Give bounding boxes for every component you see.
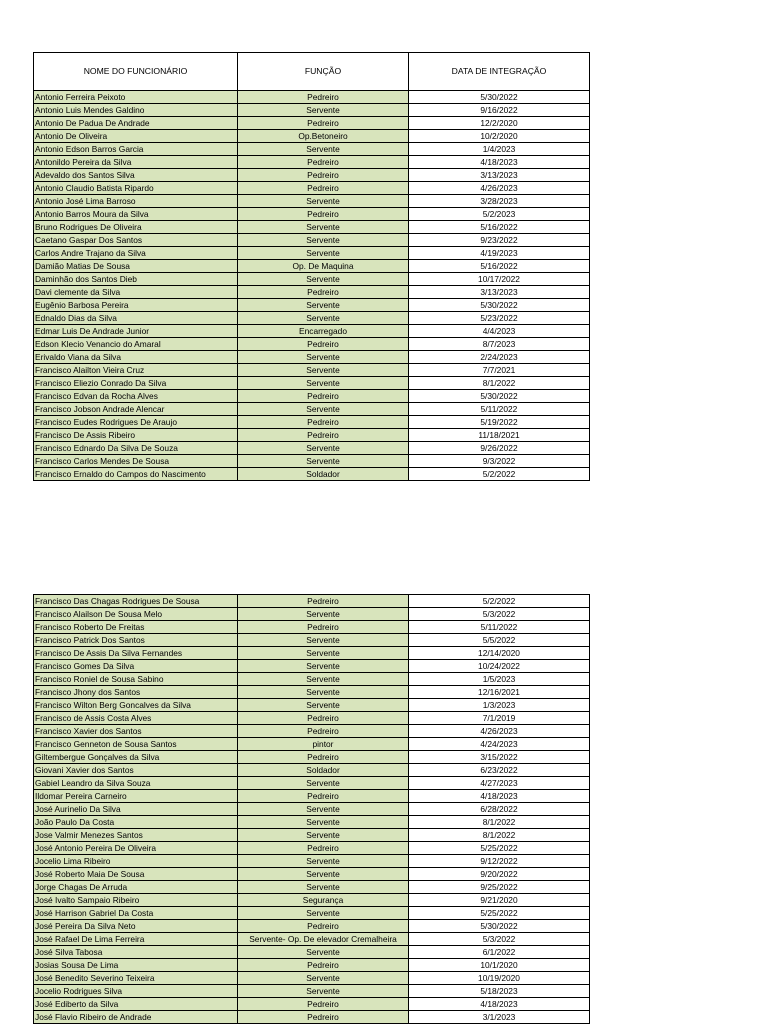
employee-role-cell: Servente — [238, 803, 409, 816]
employee-role-cell: Servente — [238, 777, 409, 790]
employee-name-cell: José Ivalto Sampaio Ribeiro — [34, 894, 238, 907]
table-row — [34, 725, 590, 738]
integration-date-cell: 6/23/2022 — [409, 764, 590, 777]
employee-name-cell: Francisco Das Chagas Rodrigues De Sousa — [34, 595, 238, 608]
employee-role-cell: Pedreiro — [238, 169, 409, 182]
integration-date-cell: 4/24/2023 — [409, 738, 590, 751]
table-row — [34, 156, 590, 169]
employee-name-cell: Adevaldo dos Santos Silva — [34, 169, 238, 182]
employee-role-cell: Servente — [238, 972, 409, 985]
table-row — [34, 312, 590, 325]
integration-date-cell: 8/1/2022 — [409, 816, 590, 829]
employee-name-cell: Francisco Roberto De Freitas — [34, 621, 238, 634]
employee-role-cell: Pedreiro — [238, 959, 409, 972]
employee-role-cell: Servente — [238, 299, 409, 312]
table-row — [34, 182, 590, 195]
employee-role-cell: Segurança — [238, 894, 409, 907]
employee-name-cell: Antonio Claudio Batista Ripardo — [34, 182, 238, 195]
employee-name-cell: Caetano Gaspar Dos Santos — [34, 234, 238, 247]
integration-date-cell: 3/13/2023 — [409, 286, 590, 299]
table-row — [34, 777, 590, 790]
integration-date-cell: 4/18/2023 — [409, 156, 590, 169]
table-row — [34, 117, 590, 130]
employee-name-cell: José Roberto Maia De Sousa — [34, 868, 238, 881]
employee-name-cell: Francisco Jobson Andrade Alencar — [34, 403, 238, 416]
integration-date-cell: 8/1/2022 — [409, 377, 590, 390]
integration-date-cell: 5/25/2022 — [409, 842, 590, 855]
table-row — [34, 764, 590, 777]
employee-name-cell: Antonio Barros Moura da Silva — [34, 208, 238, 221]
integration-date-cell: 8/1/2022 — [409, 829, 590, 842]
integration-date-cell: 5/3/2022 — [409, 933, 590, 946]
table-row — [34, 325, 590, 338]
integration-date-cell: 6/28/2022 — [409, 803, 590, 816]
employee-role-cell: Pedreiro — [238, 286, 409, 299]
employee-name-cell: José Benedito Severino Teixeira — [34, 972, 238, 985]
integration-date-cell: 5/3/2022 — [409, 608, 590, 621]
table-row — [34, 130, 590, 143]
employee-role-cell: Servente — [238, 985, 409, 998]
employee-name-cell: João Paulo Da Costa — [34, 816, 238, 829]
employee-name-cell: Antonio José Lima Barroso — [34, 195, 238, 208]
employee-table-bottom — [33, 594, 590, 1024]
table-row — [34, 455, 590, 468]
table-row — [34, 608, 590, 621]
employee-role-cell: Servente — [238, 273, 409, 286]
employee-role-cell: Servente — [238, 673, 409, 686]
employee-role-cell: Pedreiro — [238, 338, 409, 351]
employee-name-cell: Antonio Edson Barros Garcia — [34, 143, 238, 156]
employee-name-cell: Francisco Gomes Da Silva — [34, 660, 238, 673]
integration-date-cell: 8/7/2023 — [409, 338, 590, 351]
integration-date-cell: 4/27/2023 — [409, 777, 590, 790]
employee-role-cell: Servente — [238, 907, 409, 920]
integration-date-cell: 9/20/2022 — [409, 868, 590, 881]
employee-role-cell: Servente — [238, 608, 409, 621]
employee-role-cell: Pedreiro — [238, 920, 409, 933]
integration-date-cell: 4/26/2023 — [409, 725, 590, 738]
employee-name-cell: José Silva Tabosa — [34, 946, 238, 959]
employee-role-cell: Servente — [238, 699, 409, 712]
employee-role-cell: Pedreiro — [238, 751, 409, 764]
integration-date-cell: 5/2/2023 — [409, 208, 590, 221]
employee-role-cell: Pedreiro — [238, 117, 409, 130]
employee-name-cell: Erivaldo Viana da Silva — [34, 351, 238, 364]
table-row — [34, 803, 590, 816]
integration-date-cell: 9/21/2020 — [409, 894, 590, 907]
employee-name-cell: Francisco Jhony dos Santos — [34, 686, 238, 699]
integration-date-cell: 9/23/2022 — [409, 234, 590, 247]
employee-name-cell: Francisco De Assis Da Silva Fernandes — [34, 647, 238, 660]
employee-role-cell: Soldador — [238, 764, 409, 777]
employee-name-cell: Jorge Chagas De Arruda — [34, 881, 238, 894]
table-row — [34, 699, 590, 712]
integration-date-cell: 10/24/2022 — [409, 660, 590, 673]
employee-role-cell: Servente — [238, 364, 409, 377]
integration-date-cell: 5/30/2022 — [409, 91, 590, 104]
employee-name-cell: Francisco Roniel de Sousa Sabino — [34, 673, 238, 686]
employee-name-cell: Edmar Luis De Andrade Junior — [34, 325, 238, 338]
header-name: NOME DO FUNCIONÁRIO — [34, 53, 238, 91]
table-row — [34, 621, 590, 634]
integration-date-cell: 5/25/2022 — [409, 907, 590, 920]
table-row — [34, 842, 590, 855]
employee-role-cell: Servente — [238, 403, 409, 416]
table-row — [34, 933, 590, 946]
employee-role-cell: Pedreiro — [238, 998, 409, 1011]
integration-date-cell: 1/5/2023 — [409, 673, 590, 686]
table-row — [34, 920, 590, 933]
employee-role-cell: Servente — [238, 143, 409, 156]
integration-date-cell: 5/16/2022 — [409, 221, 590, 234]
employee-role-cell: Servente- Op. De elevador Cremalheira — [238, 933, 409, 946]
integration-date-cell: 12/14/2020 — [409, 647, 590, 660]
integration-date-cell: 7/7/2021 — [409, 364, 590, 377]
employee-name-cell: Damião Matias De Sousa — [34, 260, 238, 273]
table-row — [34, 907, 590, 920]
table-row — [34, 442, 590, 455]
employee-name-cell: Francisco de Assis Costa Alves — [34, 712, 238, 725]
integration-date-cell: 11/18/2021 — [409, 429, 590, 442]
integration-date-cell: 3/15/2022 — [409, 751, 590, 764]
employee-role-cell: Pedreiro — [238, 621, 409, 634]
employee-name-cell: José Rafael De Lima Ferreira — [34, 933, 238, 946]
employee-role-cell: Soldador — [238, 468, 409, 481]
table-row — [34, 972, 590, 985]
integration-date-cell: 5/18/2023 — [409, 985, 590, 998]
header-row — [34, 53, 590, 91]
employee-name-cell: Antonio Luis Mendes Galdino — [34, 104, 238, 117]
integration-date-cell: 5/23/2022 — [409, 312, 590, 325]
table-row — [34, 998, 590, 1011]
employee-role-cell: Servente — [238, 881, 409, 894]
employee-name-cell: Francisco Carlos Mendes De Sousa — [34, 455, 238, 468]
employee-role-cell: Servente — [238, 634, 409, 647]
employee-name-cell: José Pereira Da Silva Neto — [34, 920, 238, 933]
integration-date-cell: 4/19/2023 — [409, 247, 590, 260]
table-row — [34, 712, 590, 725]
integration-date-cell: 5/30/2022 — [409, 920, 590, 933]
table-row — [34, 468, 590, 481]
employee-role-cell: Pedreiro — [238, 595, 409, 608]
employee-name-cell: Jocelio Rodrigues Silva — [34, 985, 238, 998]
employee-role-cell: Op. De Maquina — [238, 260, 409, 273]
employee-name-cell: Carlos Andre Trajano da Silva — [34, 247, 238, 260]
employee-name-cell: José Aurinelio Da Silva — [34, 803, 238, 816]
employee-role-cell: Servente — [238, 234, 409, 247]
integration-date-cell: 3/1/2023 — [409, 1011, 590, 1024]
employee-name-cell: Francisco Alailson De Sousa Melo — [34, 608, 238, 621]
integration-date-cell: 1/3/2023 — [409, 699, 590, 712]
table-row — [34, 634, 590, 647]
integration-date-cell: 7/1/2019 — [409, 712, 590, 725]
employee-role-cell: Servente — [238, 868, 409, 881]
employee-role-cell: Servente — [238, 247, 409, 260]
integration-date-cell: 3/28/2023 — [409, 195, 590, 208]
table-row — [34, 299, 590, 312]
table-row — [34, 868, 590, 881]
employee-name-cell: Antonio Ferreira Peixoto — [34, 91, 238, 104]
employee-role-cell: Pedreiro — [238, 91, 409, 104]
employee-name-cell: Ednaldo Dias da Silva — [34, 312, 238, 325]
integration-date-cell: 4/4/2023 — [409, 325, 590, 338]
employee-name-cell: Gabiel Leandro da Silva Souza — [34, 777, 238, 790]
employee-role-cell: Pedreiro — [238, 429, 409, 442]
integration-date-cell: 5/2/2022 — [409, 595, 590, 608]
table-row — [34, 351, 590, 364]
table-row — [34, 416, 590, 429]
employee-name-cell: Daminhão dos Santos Dieb — [34, 273, 238, 286]
header-date: DATA DE INTEGRAÇÃO — [409, 53, 590, 91]
employee-name-cell: Bruno Rodrigues De Oliveira — [34, 221, 238, 234]
integration-date-cell: 5/30/2022 — [409, 299, 590, 312]
table-row — [34, 959, 590, 972]
table-row — [34, 403, 590, 416]
employee-role-cell: Servente — [238, 351, 409, 364]
integration-date-cell: 10/2/2020 — [409, 130, 590, 143]
integration-date-cell: 12/2/2020 — [409, 117, 590, 130]
integration-date-cell: 4/26/2023 — [409, 182, 590, 195]
employee-name-cell: Francisco Ernaldo do Campos do Nascimento — [34, 468, 238, 481]
employee-role-cell: Servente — [238, 442, 409, 455]
integration-date-cell: 9/16/2022 — [409, 104, 590, 117]
integration-date-cell: 5/11/2022 — [409, 621, 590, 634]
integration-date-cell: 5/30/2022 — [409, 390, 590, 403]
employee-name-cell: Josias Sousa De Lima — [34, 959, 238, 972]
table-row — [34, 751, 590, 764]
employee-name-cell: Francisco De Assis Ribeiro — [34, 429, 238, 442]
employee-role-cell: Servente — [238, 104, 409, 117]
employee-name-cell: Francisco Alailton Vieira Cruz — [34, 364, 238, 377]
employee-role-cell: Op.Betoneiro — [238, 130, 409, 143]
integration-date-cell: 9/25/2022 — [409, 881, 590, 894]
integration-date-cell: 6/1/2022 — [409, 946, 590, 959]
table-row — [34, 377, 590, 390]
table-row — [34, 91, 590, 104]
integration-date-cell: 3/13/2023 — [409, 169, 590, 182]
table-row — [34, 273, 590, 286]
table-row — [34, 429, 590, 442]
table-row — [34, 660, 590, 673]
integration-date-cell: 10/1/2020 — [409, 959, 590, 972]
employee-role-cell: Servente — [238, 647, 409, 660]
table-row — [34, 247, 590, 260]
table-row — [34, 234, 590, 247]
integration-date-cell: 1/4/2023 — [409, 143, 590, 156]
employee-name-cell: Francisco Ednardo Da Silva De Souza — [34, 442, 238, 455]
employee-name-cell: Davi clemente da Silva — [34, 286, 238, 299]
table-row — [34, 673, 590, 686]
employee-name-cell: Jose Valmir Menezes Santos — [34, 829, 238, 842]
employee-role-cell: Pedreiro — [238, 390, 409, 403]
employee-role-cell: Pedreiro — [238, 842, 409, 855]
employee-name-cell: Francisco Eudes Rodrigues De Araujo — [34, 416, 238, 429]
employee-role-cell: Pedreiro — [238, 790, 409, 803]
integration-date-cell: 10/17/2022 — [409, 273, 590, 286]
employee-role-cell: pintor — [238, 738, 409, 751]
employee-name-cell: José Ediberto da Silva — [34, 998, 238, 1011]
employee-role-cell: Servente — [238, 221, 409, 234]
table-row — [34, 195, 590, 208]
employee-role-cell: Servente — [238, 377, 409, 390]
employee-name-cell: Ildomar Pereira Carneiro — [34, 790, 238, 803]
employee-role-cell: Servente — [238, 660, 409, 673]
integration-date-cell: 9/12/2022 — [409, 855, 590, 868]
employee-name-cell: Francisco Patrick Dos Santos — [34, 634, 238, 647]
table-row — [34, 286, 590, 299]
employee-name-cell: Francisco Wilton Berg Goncalves da Silva — [34, 699, 238, 712]
table-row — [34, 338, 590, 351]
integration-date-cell: 12/16/2021 — [409, 686, 590, 699]
table-row — [34, 364, 590, 377]
integration-date-cell: 5/5/2022 — [409, 634, 590, 647]
employee-name-cell: Francisco Genneton de Sousa Santos — [34, 738, 238, 751]
integration-date-cell: 4/18/2023 — [409, 790, 590, 803]
employee-role-cell: Servente — [238, 829, 409, 842]
employee-role-cell: Servente — [238, 816, 409, 829]
table-row — [34, 647, 590, 660]
table-row — [34, 169, 590, 182]
table-row — [34, 595, 590, 608]
table-row — [34, 816, 590, 829]
table-row — [34, 1011, 590, 1024]
table-row — [34, 894, 590, 907]
table-row — [34, 104, 590, 117]
employee-name-cell: Edson Klecio Venancio do Amaral — [34, 338, 238, 351]
header-role: FUNÇÃO — [238, 53, 409, 91]
table-row — [34, 790, 590, 803]
integration-date-cell: 5/16/2022 — [409, 260, 590, 273]
table-row — [34, 208, 590, 221]
integration-date-cell: 9/3/2022 — [409, 455, 590, 468]
employee-role-cell: Servente — [238, 455, 409, 468]
employee-role-cell: Servente — [238, 686, 409, 699]
employee-role-cell: Pedreiro — [238, 416, 409, 429]
employee-name-cell: Antonildo Pereira da Silva — [34, 156, 238, 169]
table-row — [34, 221, 590, 234]
employee-name-cell: Eugênio Barbosa Pereira — [34, 299, 238, 312]
employee-name-cell: Francisco Eliezio Conrado Da Silva — [34, 377, 238, 390]
integration-date-cell: 9/26/2022 — [409, 442, 590, 455]
integration-date-cell: 2/24/2023 — [409, 351, 590, 364]
employee-name-cell: José Harrison Gabriel Da Costa — [34, 907, 238, 920]
table-row — [34, 686, 590, 699]
employee-role-cell: Encarregado — [238, 325, 409, 338]
employee-table-top — [33, 52, 590, 481]
employee-role-cell: Servente — [238, 855, 409, 868]
employee-name-cell: Giltembergue Gonçalves da Silva — [34, 751, 238, 764]
employee-name-cell: Antonio De Padua De Andrade — [34, 117, 238, 130]
employee-name-cell: Antonio De Oliveira — [34, 130, 238, 143]
table-row — [34, 946, 590, 959]
table-row — [34, 855, 590, 868]
employee-role-cell: Servente — [238, 946, 409, 959]
employee-name-cell: Francisco Xavier dos Santos — [34, 725, 238, 738]
employee-role-cell: Servente — [238, 195, 409, 208]
table-row — [34, 738, 590, 751]
employee-role-cell: Pedreiro — [238, 208, 409, 221]
employee-name-cell: José Antonio Pereira De Oliveira — [34, 842, 238, 855]
table-row — [34, 260, 590, 273]
employee-role-cell: Pedreiro — [238, 725, 409, 738]
employee-name-cell: José Flavio Ribeiro de Andrade — [34, 1011, 238, 1024]
integration-date-cell: 5/2/2022 — [409, 468, 590, 481]
integration-date-cell: 10/19/2020 — [409, 972, 590, 985]
table-row — [34, 985, 590, 998]
table-row — [34, 881, 590, 894]
employee-name-cell: Francisco Edvan da Rocha Alves — [34, 390, 238, 403]
employee-role-cell: Pedreiro — [238, 712, 409, 725]
employee-name-cell: Jocelio Lima Ribeiro — [34, 855, 238, 868]
table-row — [34, 390, 590, 403]
employee-role-cell: Pedreiro — [238, 1011, 409, 1024]
employee-role-cell: Pedreiro — [238, 182, 409, 195]
table-row — [34, 829, 590, 842]
integration-date-cell: 5/19/2022 — [409, 416, 590, 429]
employee-role-cell: Pedreiro — [238, 156, 409, 169]
employee-role-cell: Servente — [238, 312, 409, 325]
table-row — [34, 143, 590, 156]
integration-date-cell: 4/18/2023 — [409, 998, 590, 1011]
integration-date-cell: 5/11/2022 — [409, 403, 590, 416]
employee-name-cell: Giovani Xavier dos Santos — [34, 764, 238, 777]
